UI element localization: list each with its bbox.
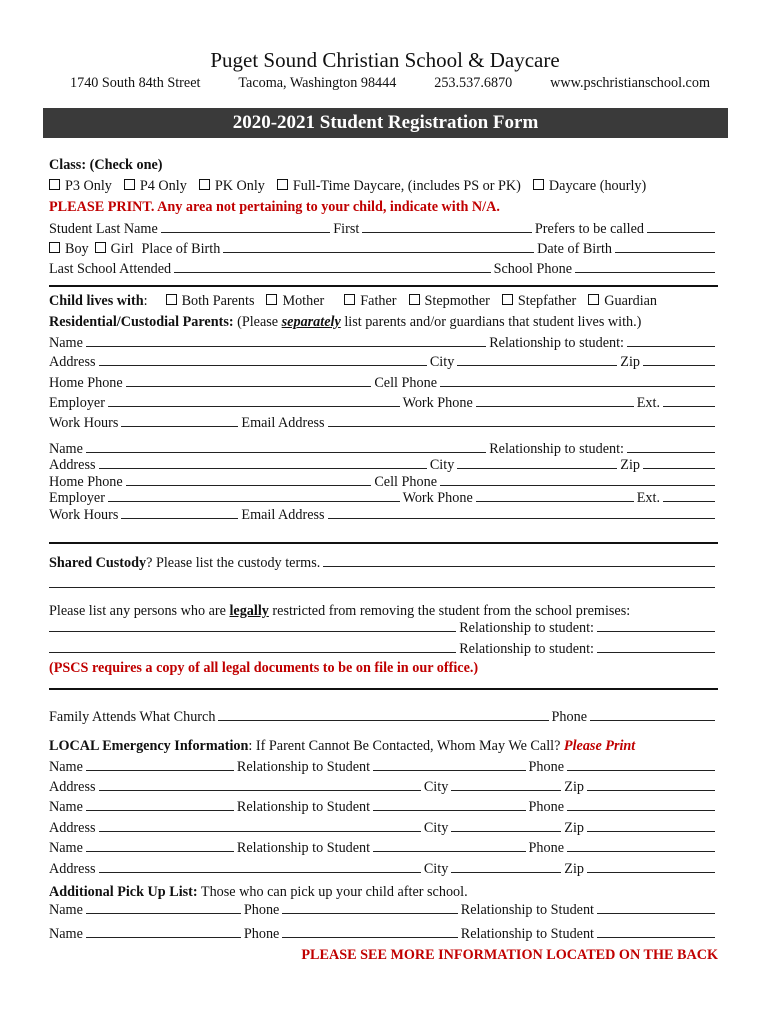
parent1-hours-row: Work Hours Email Address xyxy=(49,414,718,432)
student-first-name-field[interactable] xyxy=(362,220,532,233)
parent2-home-phone-field[interactable] xyxy=(126,473,372,486)
parent2-address-row: Address City Zip xyxy=(49,456,718,474)
emergency3-name-field[interactable] xyxy=(86,839,234,852)
parents-heading-row: Residential/Custodial Parents: (Please separately list parents and/or guardians that student lives with.) xyxy=(49,314,642,330)
custody-row: Shared Custody ? Please list the custody terms. xyxy=(49,554,718,572)
restricted-person-1-relationship-field[interactable] xyxy=(597,619,715,632)
emergency3-relationship-field[interactable] xyxy=(373,839,525,852)
class-option-p3[interactable]: P3 Only xyxy=(49,178,112,195)
restricted-person-1-row: Relationship to student: xyxy=(49,619,718,637)
emergency3-zip-field[interactable] xyxy=(587,860,715,873)
class-option-daycare-hourly[interactable]: Daycare (hourly) xyxy=(533,178,646,195)
checkbox-icon[interactable] xyxy=(266,294,277,305)
class-option-fulltime-daycare[interactable]: Full-Time Daycare, (includes PS or PK) xyxy=(277,178,521,195)
custody-terms-field[interactable] xyxy=(323,554,715,567)
checkbox-icon[interactable] xyxy=(166,294,177,305)
checkbox-icon[interactable] xyxy=(49,242,60,253)
checkbox-icon[interactable] xyxy=(344,294,355,305)
parent1-employer-field[interactable] xyxy=(108,394,400,407)
school-phone-field[interactable] xyxy=(575,260,715,273)
lives-with-stepmother[interactable]: Stepmother xyxy=(409,293,490,310)
emergency-heading-row: LOCAL Emergency Information: If Parent Cannot Be Contacted, Whom May We Call? Please Print xyxy=(49,738,636,754)
form-title-banner: 2020-2021 Student Registration Form xyxy=(43,108,728,138)
student-gender-row: Boy Girl Place of Birth Date of Birth xyxy=(49,240,718,258)
emergency2-name-field[interactable] xyxy=(86,798,234,811)
class-option-p4[interactable]: P4 Only xyxy=(124,178,187,195)
date-of-birth-field[interactable] xyxy=(615,240,715,253)
church-row: Family Attends What Church Phone xyxy=(49,708,718,726)
place-of-birth-field[interactable] xyxy=(223,240,534,253)
parent2-ext-field[interactable] xyxy=(663,489,715,502)
emergency1-zip-field[interactable] xyxy=(587,778,715,791)
student-last-name-field[interactable] xyxy=(161,220,331,233)
parent2-cell-phone-field[interactable] xyxy=(440,473,715,486)
checkbox-icon[interactable] xyxy=(502,294,513,305)
back-page-note: PLEASE SEE MORE INFORMATION LOCATED ON THE BACK xyxy=(301,947,718,963)
checkbox-icon[interactable] xyxy=(409,294,420,305)
class-option-pk[interactable]: PK Only xyxy=(199,178,265,195)
lives-with-guardian[interactable]: Guardian xyxy=(588,293,657,310)
checkbox-icon[interactable] xyxy=(49,179,60,190)
checkbox-icon[interactable] xyxy=(124,179,135,190)
parent2-name-row: Name Relationship to student: xyxy=(49,440,718,458)
emergency3-name-row: Name Relationship to Student Phone xyxy=(49,839,718,857)
parent2-address-field[interactable] xyxy=(99,456,427,469)
preferred-name-field[interactable] xyxy=(647,220,715,233)
restricted-person-1-field[interactable] xyxy=(49,619,456,632)
pickup-heading-row: Additional Pick Up List: Those who can pick up your child after school. xyxy=(49,884,468,900)
print-note: PLEASE PRINT. Any area not pertaining to your child, indicate with N/A. xyxy=(49,199,500,215)
parent1-employer-row: Employer Work Phone Ext. xyxy=(49,394,718,412)
pickup2-phone-field[interactable] xyxy=(282,925,457,938)
restricted-persons-text: Please list any persons who are legally restricted from removing the student from the school premises: xyxy=(49,603,631,619)
checkbox-icon[interactable] xyxy=(588,294,599,305)
emergency3-city-field[interactable] xyxy=(451,860,561,873)
emergency1-address-field[interactable] xyxy=(99,778,421,791)
church-phone-field[interactable] xyxy=(590,708,715,721)
emergency1-name-field[interactable] xyxy=(86,758,234,771)
restricted-person-2-relationship-field[interactable] xyxy=(597,640,715,653)
custody-terms-field-2[interactable] xyxy=(49,575,715,588)
emergency2-address-row: Address City Zip xyxy=(49,819,718,837)
section-divider xyxy=(49,688,718,690)
parent2-employer-field[interactable] xyxy=(108,489,400,502)
emergency3-address-field[interactable] xyxy=(99,860,421,873)
parent1-work-phone-field[interactable] xyxy=(476,394,634,407)
parent1-home-phone-field[interactable] xyxy=(126,374,372,387)
parent2-email-field[interactable] xyxy=(328,506,715,519)
checkbox-icon[interactable] xyxy=(533,179,544,190)
emergency1-city-field[interactable] xyxy=(451,778,561,791)
emergency2-address-field[interactable] xyxy=(99,819,421,832)
section-divider xyxy=(49,542,718,544)
pickup1-relationship-field[interactable] xyxy=(597,901,715,914)
pickup2-name-field[interactable] xyxy=(86,925,241,938)
lives-with-row: Child lives with : Both Parents Mother Father Stepmother Stepfather Guardian xyxy=(49,293,658,309)
checkbox-icon[interactable] xyxy=(277,179,288,190)
lives-with-father[interactable]: Father xyxy=(344,293,396,310)
lives-with-mother[interactable]: Mother xyxy=(266,293,324,310)
parent1-work-hours-field[interactable] xyxy=(121,414,238,427)
parent2-name-field[interactable] xyxy=(86,440,486,453)
section-divider xyxy=(49,285,718,287)
parent2-employer-row: Employer Work Phone Ext. xyxy=(49,489,718,507)
checkbox-icon[interactable] xyxy=(95,242,106,253)
emergency3-phone-field[interactable] xyxy=(567,839,715,852)
custody-row-2 xyxy=(49,575,718,588)
student-name-row: Student Last Name First Prefers to be called xyxy=(49,220,718,238)
parent1-address-row: Address City Zip xyxy=(49,353,718,371)
restricted-person-2-row: Relationship to student: xyxy=(49,640,718,658)
school-city: Tacoma, Washington 98444 xyxy=(238,75,397,91)
emergency1-relationship-field[interactable] xyxy=(373,758,525,771)
parent1-name-field[interactable] xyxy=(86,334,486,347)
pickup1-name-field[interactable] xyxy=(86,901,241,914)
pickup2-row: Name Phone Relationship to Student xyxy=(49,925,718,943)
emergency1-phone-field[interactable] xyxy=(567,758,715,771)
emergency2-relationship-field[interactable] xyxy=(373,798,525,811)
parent1-name-row: Name Relationship to student: xyxy=(49,334,718,352)
emergency2-city-field[interactable] xyxy=(451,819,561,832)
pickup1-row: Name Phone Relationship to Student xyxy=(49,901,718,919)
pickup2-relationship-field[interactable] xyxy=(597,925,715,938)
parent1-zip-field[interactable] xyxy=(643,353,715,366)
parent2-hours-row: Work Hours Email Address xyxy=(49,506,718,524)
school-address-line xyxy=(70,75,710,92)
school-website: www.pschristianschool.com xyxy=(550,75,710,91)
lives-with-both-parents[interactable]: Both Parents xyxy=(166,293,255,310)
lives-with-stepfather[interactable]: Stepfather xyxy=(502,293,576,310)
parent2-phone-row: Home Phone Cell Phone xyxy=(49,473,718,491)
emergency1-address-row: Address City Zip xyxy=(49,778,718,796)
last-school-row: Last School Attended School Phone xyxy=(49,260,718,278)
parent2-relationship-field[interactable] xyxy=(627,440,715,453)
restricted-person-2-field[interactable] xyxy=(49,640,456,653)
emergency3-address-row: Address City Zip xyxy=(49,860,718,878)
emergency2-phone-field[interactable] xyxy=(567,798,715,811)
emergency2-zip-field[interactable] xyxy=(587,819,715,832)
school-street: 1740 South 84th Street xyxy=(70,75,201,91)
parent1-city-field[interactable] xyxy=(457,353,617,366)
emergency1-name-row: Name Relationship to Student Phone xyxy=(49,758,718,776)
emergency2-name-row: Name Relationship to Student Phone xyxy=(49,798,718,816)
parent1-ext-field[interactable] xyxy=(663,394,715,407)
church-field[interactable] xyxy=(218,708,548,721)
checkbox-icon[interactable] xyxy=(199,179,210,190)
parent1-address-field[interactable] xyxy=(99,353,427,366)
parent2-work-hours-field[interactable] xyxy=(121,506,238,519)
parent1-email-field[interactable] xyxy=(328,414,715,427)
school-name: Puget Sound Christian School & Daycare xyxy=(210,48,560,72)
school-phone: 253.537.6870 xyxy=(434,75,513,91)
parent1-cell-phone-field[interactable] xyxy=(440,374,715,387)
pickup1-phone-field[interactable] xyxy=(282,901,457,914)
parent1-phone-row: Home Phone Cell Phone xyxy=(49,374,718,392)
class-options xyxy=(49,178,718,195)
parent2-work-phone-field[interactable] xyxy=(476,489,634,502)
class-heading: Class: (Check one) xyxy=(49,157,163,173)
last-school-field[interactable] xyxy=(174,260,490,273)
legal-documents-note: (PSCS requires a copy of all legal documents to be on file in our office.) xyxy=(49,660,479,676)
parent1-relationship-field[interactable] xyxy=(627,334,715,347)
parent2-zip-field[interactable] xyxy=(643,456,715,469)
parent2-city-field[interactable] xyxy=(457,456,617,469)
